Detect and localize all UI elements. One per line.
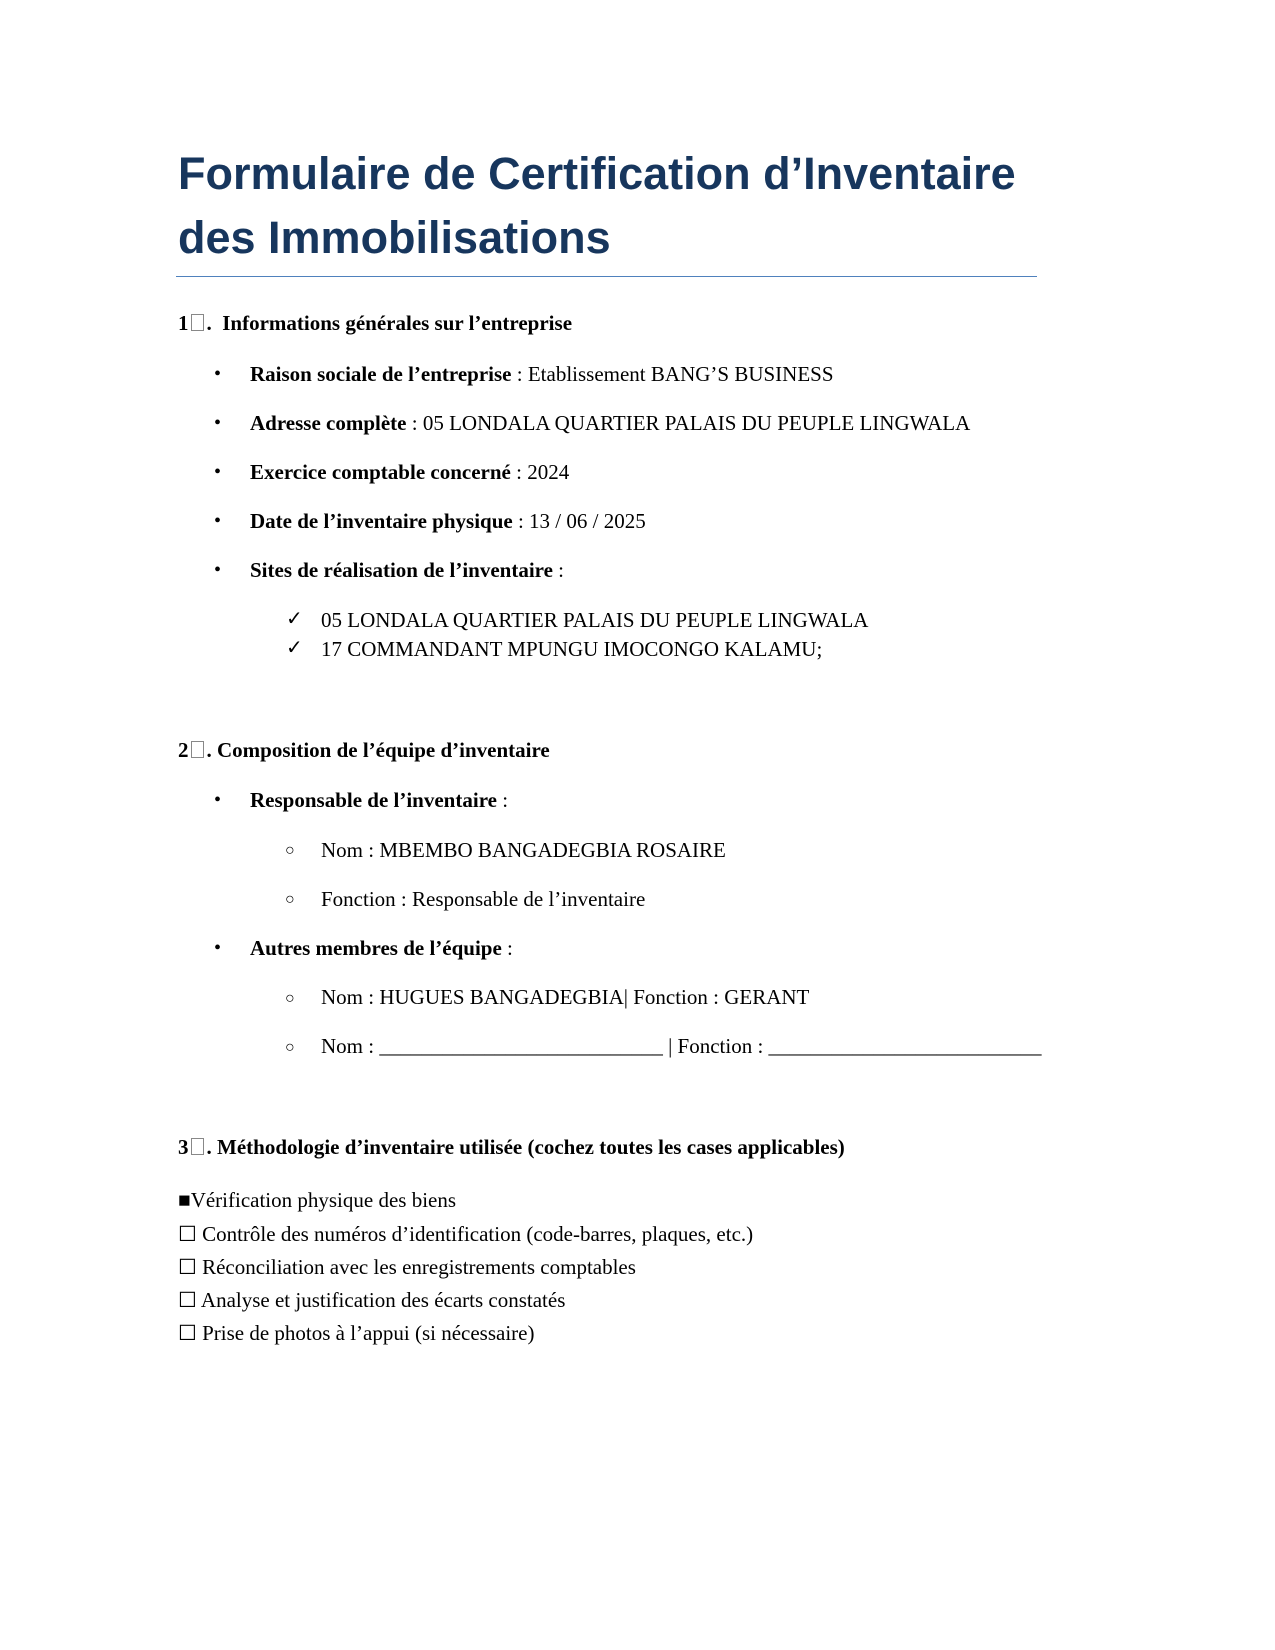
field-date-inventaire: Date de l’inventaire physique : 13 / 06 / 2025 xyxy=(250,509,646,533)
responsable-nom: Nom : MBEMBO BANGADEGBIA ROSAIRE xyxy=(321,838,726,862)
bullet-icon: • xyxy=(214,789,222,811)
checkbox-option-analyse[interactable]: ☐ Analyse et justification des écarts constatés xyxy=(178,1288,566,1312)
section-3-heading: 3 . Méthodologie d’inventaire utilisée (cochez toutes les cases applicables) xyxy=(178,1135,845,1159)
bullet-icon: • xyxy=(214,363,222,385)
missing-glyph-icon xyxy=(191,314,204,331)
bullet-icon: • xyxy=(214,461,222,483)
missing-glyph-icon xyxy=(191,1138,204,1155)
field-sites: Sites de réalisation de l’inventaire : xyxy=(250,558,565,582)
checkbox-checked-icon[interactable]: ■ xyxy=(178,1188,191,1212)
checkbox-option-reconciliation[interactable]: ☐ Réconciliation avec les enregistrements comptables xyxy=(178,1255,636,1279)
title-divider xyxy=(176,276,1037,277)
bullet-icon: • xyxy=(214,559,222,581)
field-exercice: Exercice comptable concerné : 2024 xyxy=(250,460,570,484)
bullet-icon: • xyxy=(214,510,222,532)
checkbox-empty-icon[interactable]: ☐ xyxy=(178,1321,197,1345)
site-item: 05 LONDALA QUARTIER PALAIS DU PEUPLE LINGWALA xyxy=(321,608,869,632)
checkbox-option-photos[interactable]: ☐ Prise de photos à l’appui (si nécessaire) xyxy=(178,1321,535,1345)
responsable-fonction: Fonction : Responsable de l’inventaire xyxy=(321,887,646,911)
checkbox-option-verification[interactable]: ■Vérification physique des biens xyxy=(178,1188,457,1212)
bullet-icon: • xyxy=(214,412,222,434)
checkbox-empty-icon[interactable]: ☐ xyxy=(178,1222,197,1246)
checkbox-option-controle[interactable]: ☐ Contrôle des numéros d’identification (code-barres, plaques, etc.) xyxy=(178,1222,754,1246)
missing-glyph-icon xyxy=(191,741,204,758)
field-raison-sociale: Raison sociale de l’entreprise : Etablissement BANG’S BUSINESS xyxy=(250,362,834,386)
circle-bullet-icon: ○ xyxy=(285,1039,295,1056)
bullet-icon: • xyxy=(214,937,222,959)
checkbox-empty-icon[interactable]: ☐ xyxy=(178,1288,197,1312)
section-1-heading: 1 . Informations générales sur l’entreprise xyxy=(178,311,573,335)
circle-bullet-icon: ○ xyxy=(285,842,295,859)
circle-bullet-icon: ○ xyxy=(285,891,295,908)
membre-item: Nom : HUGUES BANGADEGBIA| Fonction : GERANT xyxy=(321,985,810,1009)
checkbox-empty-icon[interactable]: ☐ xyxy=(178,1255,197,1279)
section-2-heading: 2 . Composition de l’équipe d’inventaire xyxy=(178,738,550,762)
field-autres-membres: Autres membres de l’équipe : xyxy=(250,936,513,960)
page-title: Formulaire de Certification d’Inventaire des Immobilisations xyxy=(178,148,1016,263)
field-adresse: Adresse complète : 05 LONDALA QUARTIER PALAIS DU PEUPLE LINGWALA xyxy=(250,411,971,435)
checkmark-icon: ✓ xyxy=(286,637,303,659)
checkmark-icon: ✓ xyxy=(286,608,303,630)
field-responsable: Responsable de l’inventaire : xyxy=(250,788,509,812)
circle-bullet-icon: ○ xyxy=(285,990,295,1007)
membre-item-blank[interactable]: Nom : ___________________________ | Fonction : __________________________ xyxy=(321,1034,1042,1058)
site-item: 17 COMMANDANT MPUNGU IMOCONGO KALAMU; xyxy=(321,637,823,661)
